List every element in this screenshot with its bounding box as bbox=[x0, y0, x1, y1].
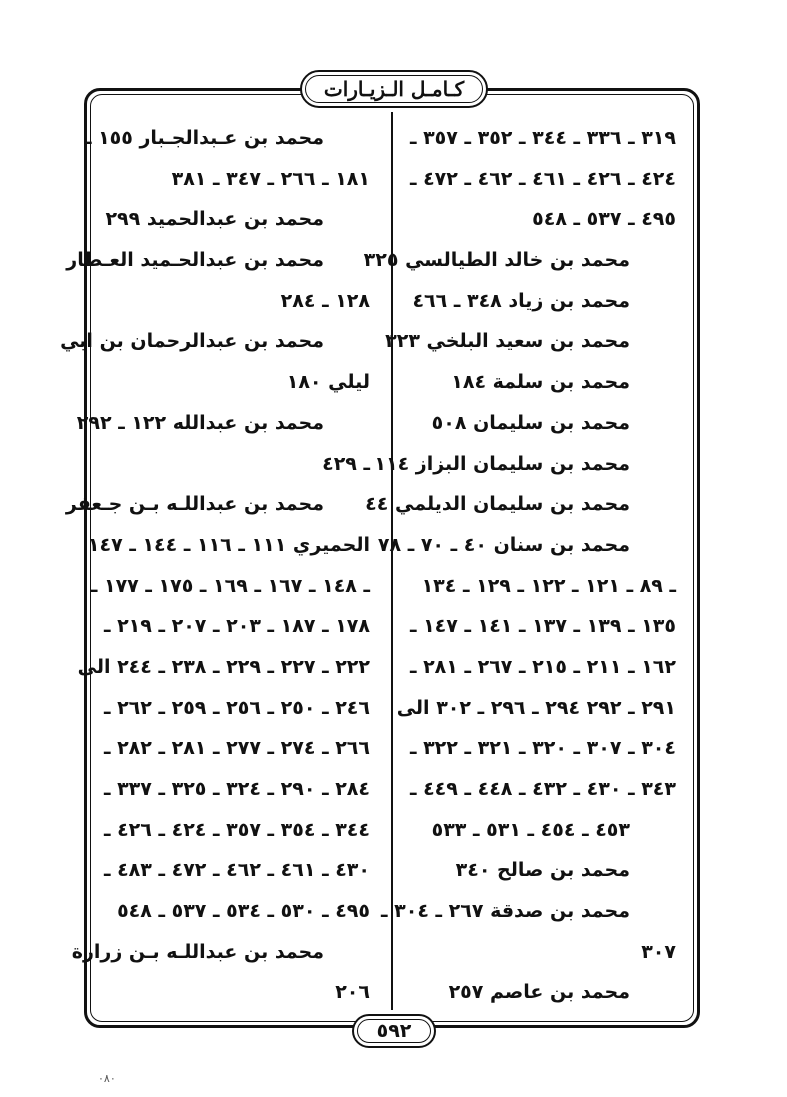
index-entry-line: محمد بن عبدالحميد ٢٩٩ bbox=[105, 208, 324, 231]
index-entry-line: محمد بن عبدالحـميد العـطار bbox=[66, 249, 324, 272]
index-entry-line: محمد بن صالح ٣٤٠ bbox=[455, 859, 630, 882]
index-entry-line: ٣٤٣ ـ ٤٣٠ ـ ٤٣٢ ـ ٤٤٨ ـ ٤٤٩ ـ bbox=[409, 778, 676, 800]
index-entry-line: محمد بن سلمة ١٨٤ bbox=[451, 371, 630, 394]
index-entry-line: ـ ١٤٨ ـ ١٦٧ ـ ١٦٩ ـ ١٧٥ ـ ١٧٧ ـ bbox=[90, 574, 370, 597]
index-entry-line: ٣٤٤ ـ ٣٥٤ ـ ٣٥٧ ـ ٤٢٤ ـ ٤٢٦ ـ bbox=[103, 818, 370, 841]
page-number-box bbox=[352, 1014, 436, 1048]
page-title: كـامـل الـزيـارات bbox=[323, 77, 465, 101]
page-number: ٥٩٢ bbox=[376, 1020, 412, 1042]
index-entry-line: ٢٨٤ ـ ٢٩٠ ـ ٣٢٤ ـ ٣٢٥ ـ ٣٣٧ ـ bbox=[103, 778, 370, 800]
index-entry-line: محمد بن عبدالرحمان بن ابي bbox=[60, 330, 324, 353]
index-entry-line: ٤٩٥ ـ ٥٣٧ ـ ٥٤٨ bbox=[532, 208, 676, 231]
index-entry-line: ٢٢٢ ـ ٢٢٧ ـ ٢٢٩ ـ ٢٣٨ ـ ٢٤٤ الى bbox=[77, 655, 370, 678]
index-entry-line: ١٦٢ ـ ٢١١ ـ ٢١٥ ـ ٢٦٧ ـ ٢٨١ ـ bbox=[409, 655, 676, 678]
index-entry-line: محمد بن صدقة ٢٦٧ ـ ٣٠٤ ـ bbox=[381, 900, 630, 923]
index-column-left bbox=[60, 118, 370, 1013]
index-entry-line: ـ ٨٩ ـ ١٢١ ـ ١٢٢ ـ ١٢٩ ـ ١٣٤ bbox=[421, 574, 676, 597]
index-entry-line: ٤٣٠ ـ ٤٦١ ـ ٤٦٢ ـ ٤٧٢ ـ ٤٨٣ ـ bbox=[103, 859, 370, 882]
index-entry-line: ٣٠٧ bbox=[641, 940, 676, 963]
index-entry-line: محمد بن سليمان البزاز ١١٤ bbox=[374, 452, 630, 475]
index-entry-line: محمد بن سليمان الديلمي ٤٤ bbox=[365, 493, 630, 516]
index-entry-line: محمد بن عاصم ٢٥٧ bbox=[448, 981, 630, 1004]
index-entry-line: محمد بن سليمان ٥٠٨ bbox=[431, 411, 630, 434]
corner-mark: ٠٨٠ bbox=[98, 1072, 116, 1085]
index-entry-line: محمد بن زياد ٣٤٨ ـ ٤٦٦ bbox=[412, 289, 630, 312]
header-title-box bbox=[300, 70, 488, 108]
index-entry-line: ١٣٥ ـ ١٣٩ ـ ١٣٧ ـ ١٤١ ـ ١٤٧ ـ bbox=[409, 615, 676, 638]
index-entry-line: محمد بن عبداللـه بـن زرارة bbox=[71, 940, 324, 963]
index-entry-line: محمد بن سعيد البلخي ٣٢٣ bbox=[385, 330, 630, 353]
index-column-right bbox=[363, 118, 676, 1013]
index-entry-line: ٢٠٦ bbox=[335, 981, 370, 1004]
index-entry-line: ٢٦٦ ـ ٢٧٤ ـ ٢٧٧ ـ ٢٨١ ـ ٢٨٢ ـ bbox=[103, 737, 370, 760]
index-entry-line: محمد بن سنان ٤٠ ـ ٧٠ ـ ٧٨ bbox=[377, 533, 630, 556]
index-entry-line: محمد بن خالد الطيالسي ٣٢٥ bbox=[363, 249, 630, 272]
index-entry-line: ليلي ١٨٠ bbox=[286, 371, 370, 394]
index-entry-line: ٣٠٤ ـ ٣٠٧ ـ ٣٢٠ ـ ٣٢١ ـ ٣٢٢ ـ bbox=[409, 737, 676, 760]
index-entry-line: ـ ٤٢٩ bbox=[322, 452, 370, 475]
index-entry-line: الحميري ١١١ ـ ١١٦ ـ ١٤٤ ـ ١٤٧ bbox=[87, 533, 370, 556]
index-entry-line: ٤٢٤ ـ ٤٢٦ ـ ٤٦١ ـ ٤٦٢ ـ ٤٧٢ ـ bbox=[409, 167, 676, 190]
index-entry-line: ١٨١ ـ ٢٦٦ ـ ٣٤٧ ـ ٣٨١ bbox=[171, 167, 370, 190]
index-entry-line: ٢٤٦ ـ ٢٥٠ ـ ٢٥٦ ـ ٢٥٩ ـ ٢٦٢ ـ bbox=[103, 696, 370, 719]
index-entry-line: محمد بن عبداللـه بـن جـعفر bbox=[65, 493, 324, 516]
index-entry-line: ٣١٩ ـ ٣٣٦ ـ ٣٤٤ ـ ٣٥٢ ـ ٣٥٧ ـ bbox=[409, 127, 676, 149]
index-entry-line: محمد بن عـبدالجـبار ١٥٥ ـ bbox=[84, 127, 324, 149]
index-entry-line: ٤٥٣ ـ ٤٥٤ ـ ٥٣١ ـ ٥٣٣ bbox=[431, 818, 630, 841]
index-entry-line: ١٧٨ ـ ١٨٧ ـ ٢٠٣ ـ ٢٠٧ ـ ٢١٩ ـ bbox=[103, 615, 370, 638]
index-entry-line: ٢٩١ ـ ٢٩٢ ٢٩٤ ـ ٢٩٦ ـ ٣٠٢ الى bbox=[396, 696, 676, 719]
index-entry-line: ٤٩٥ ـ ٥٣٠ ـ ٥٣٤ ـ ٥٣٧ ـ ٥٤٨ bbox=[117, 900, 370, 923]
index-entry-line: ١٢٨ ـ ٢٨٤ bbox=[280, 289, 370, 312]
index-entry-line: محمد بن عبدالله ١٢٢ ـ ٢٩٢ bbox=[76, 411, 324, 434]
